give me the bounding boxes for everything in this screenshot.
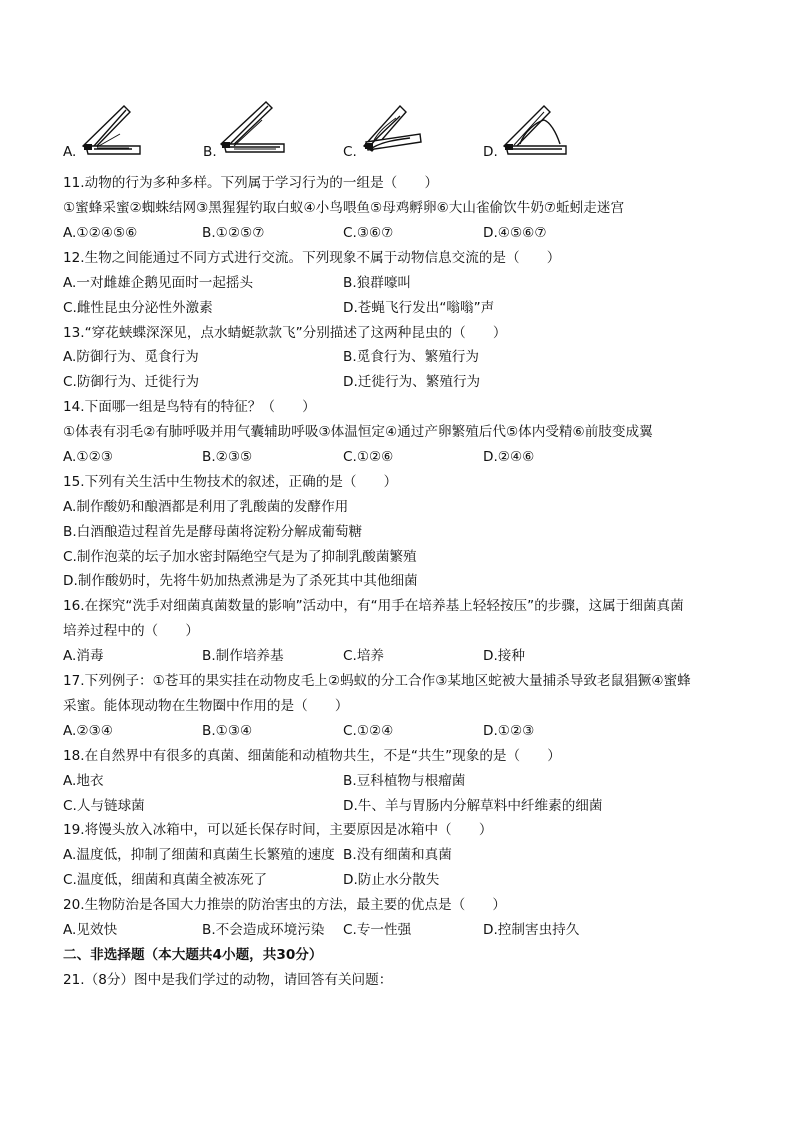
question-14-stem: 14.下面哪一组是鸟特有的特征？（ ） bbox=[63, 399, 316, 415]
option-b[interactable]: B.①②⑤⑦ bbox=[202, 225, 265, 241]
question-17-options bbox=[63, 722, 743, 740]
question-13-options-row1 bbox=[63, 348, 743, 366]
option-b[interactable]: B.白酒酿造过程首先是酵母菌将淀粉分解成葡萄糖 bbox=[63, 524, 363, 540]
option-label-d: D. bbox=[483, 144, 498, 160]
option-c[interactable]: C.专一性强 bbox=[343, 922, 412, 938]
option-d[interactable]: D.控制害虫持久 bbox=[483, 922, 580, 938]
question-16-stem-line2: 培养过程中的（ ） bbox=[63, 623, 199, 639]
question-18-options-row1 bbox=[63, 772, 743, 790]
question-17-stem-line1: 17.下列例子：①苍耳的果实挂在动物皮毛上②蚂蚁的分工合作③某地区蛇被大量捕杀导致老鼠猖獗④蜜蜂 bbox=[63, 673, 691, 689]
option-label-c: C. bbox=[343, 144, 357, 160]
option-a[interactable]: A.温度低，抑制了细菌和真菌生长繁殖的速度 bbox=[63, 847, 335, 863]
option-d[interactable]: D.制作酸奶时，先将牛奶加热煮沸是为了杀死其中其他细菌 bbox=[63, 573, 418, 589]
question-19-stem: 19.将馒头放入冰箱中，可以延长保存时间，主要原因是冰箱中（ ） bbox=[63, 822, 493, 838]
option-d[interactable]: D.接种 bbox=[483, 648, 525, 664]
option-d[interactable]: D.防止水分散失 bbox=[343, 872, 440, 888]
option-a[interactable]: A.①②④⑤⑥ bbox=[63, 225, 138, 241]
question-20-stem: 20.生物防治是各国大力推崇的防治害虫的方法，最主要的优点是（ ） bbox=[63, 897, 507, 913]
question-12-stem: 12.生物之间能通过不同方式进行交流。下列现象不属于动物信息交流的是（ ） bbox=[63, 250, 561, 266]
option-b[interactable]: B.豆科植物与根瘤菌 bbox=[343, 773, 466, 789]
option-b[interactable]: B.狼群嚎叫 bbox=[343, 275, 412, 291]
option-a[interactable]: A.②③④ bbox=[63, 723, 113, 739]
option-d[interactable]: D.迁徙行为、繁殖行为 bbox=[343, 374, 481, 390]
arm-diagram-b bbox=[218, 96, 290, 158]
question-13-stem: 13.“穿花蛱蝶深深见，点水蜻蜓款款飞”分别描述了这两种昆虫的（ ） bbox=[63, 325, 507, 341]
option-c[interactable]: C.雌性昆虫分泌性外激素 bbox=[63, 300, 213, 316]
question-18-stem: 18.在自然界中有很多的真菌、细菌能和动植物共生，不是“共生”现象的是（ ） bbox=[63, 748, 561, 764]
option-b[interactable]: B.没有细菌和真菌 bbox=[343, 847, 452, 863]
question-21-stem: 21.（8分）图中是我们学过的动物，请回答有关问题： bbox=[63, 972, 393, 988]
option-c[interactable]: C.培养 bbox=[343, 648, 385, 664]
option-a[interactable]: A.消毒 bbox=[63, 648, 104, 664]
question-12-options-row1 bbox=[63, 274, 743, 292]
option-b[interactable]: B.觅食行为、繁殖行为 bbox=[343, 349, 479, 365]
option-c[interactable]: C.温度低，细菌和真菌全被冻死了 bbox=[63, 872, 268, 888]
question-19-options-row2 bbox=[63, 871, 743, 889]
question-11-options bbox=[63, 224, 743, 242]
option-c[interactable]: C.制作泡菜的坛子加水密封隔绝空气是为了抑制乳酸菌繁殖 bbox=[63, 549, 417, 565]
option-c[interactable]: C.①②⑥ bbox=[343, 449, 394, 465]
arm-diagram-a bbox=[80, 96, 150, 158]
option-b[interactable]: B.②③⑤ bbox=[202, 449, 253, 465]
option-a[interactable]: A.①②③ bbox=[63, 449, 113, 465]
question-20-options bbox=[63, 921, 743, 939]
question-14-items: ①体表有羽毛②有肺呼吸并用气囊辅助呼吸③体温恒定④通过产卵繁殖后代⑤体内受精⑥前肢变成翼 bbox=[63, 424, 653, 440]
question-11-stem: 11.动物的行为多种多样。下列属于学习行为的一组是（ ） bbox=[63, 175, 439, 191]
option-d[interactable]: D.②④⑥ bbox=[483, 449, 535, 465]
option-d[interactable]: D.苍蝇飞行发出“嗡嗡”声 bbox=[343, 300, 495, 316]
arm-diagram-d bbox=[500, 96, 572, 158]
question-17-stem-line2: 采蜜。能体现动物在生物圈中作用的是（ ） bbox=[63, 698, 349, 714]
option-a[interactable]: A.防御行为、觅食行为 bbox=[63, 349, 199, 365]
question-14-options bbox=[63, 448, 743, 466]
option-a[interactable]: A.见效快 bbox=[63, 922, 118, 938]
arm-diagram-c bbox=[360, 96, 432, 158]
option-d[interactable]: D.④⑤⑥⑦ bbox=[483, 225, 547, 241]
option-b[interactable]: B.制作培养基 bbox=[202, 648, 284, 664]
question-18-options-row2 bbox=[63, 797, 743, 815]
question-19-options-row1 bbox=[63, 846, 743, 864]
option-a[interactable]: A.一对雌雄企鹅见面时一起摇头 bbox=[63, 275, 254, 291]
question-16-options bbox=[63, 647, 743, 665]
question-13-options-row2 bbox=[63, 373, 743, 391]
option-a[interactable]: A.地衣 bbox=[63, 773, 104, 789]
question-16-stem-line1: 16.在探究“洗手对细菌真菌数量的影响”活动中，有“用手在培养基上轻轻按压”的步骤，这属于细菌真菌 bbox=[63, 598, 684, 614]
option-d[interactable]: D.牛、羊与胃肠内分解草料中纤维素的细菌 bbox=[343, 798, 603, 814]
option-c[interactable]: C.防御行为、迁徙行为 bbox=[63, 374, 200, 390]
option-c[interactable]: C.人与链球菌 bbox=[63, 798, 145, 814]
section-2-title: 二、非选择题（本大题共4小题，共30分） bbox=[63, 947, 323, 963]
option-a[interactable]: A.制作酸奶和酿酒都是利用了乳酸菌的发酵作用 bbox=[63, 499, 349, 515]
option-b[interactable]: B.①③④ bbox=[202, 723, 253, 739]
option-label-a: A. bbox=[63, 144, 77, 160]
option-c[interactable]: C.③⑥⑦ bbox=[343, 225, 394, 241]
option-c[interactable]: C.①②④ bbox=[343, 723, 394, 739]
question-11-items: ①蜜蜂采蜜②蜘蛛结网③黑猩猩钓取白蚁④小鸟喂鱼⑤母鸡孵卵⑥大山雀偷饮牛奶⑦蚯蚓走迷宫 bbox=[63, 200, 625, 216]
option-d[interactable]: D.①②③ bbox=[483, 723, 535, 739]
question-15-stem: 15.下列有关生活中生物技术的叙述，正确的是（ ） bbox=[63, 474, 398, 490]
question-12-options-row2 bbox=[63, 299, 743, 317]
option-label-b: B. bbox=[203, 144, 217, 160]
option-b[interactable]: B.不会造成环境污染 bbox=[202, 922, 325, 938]
